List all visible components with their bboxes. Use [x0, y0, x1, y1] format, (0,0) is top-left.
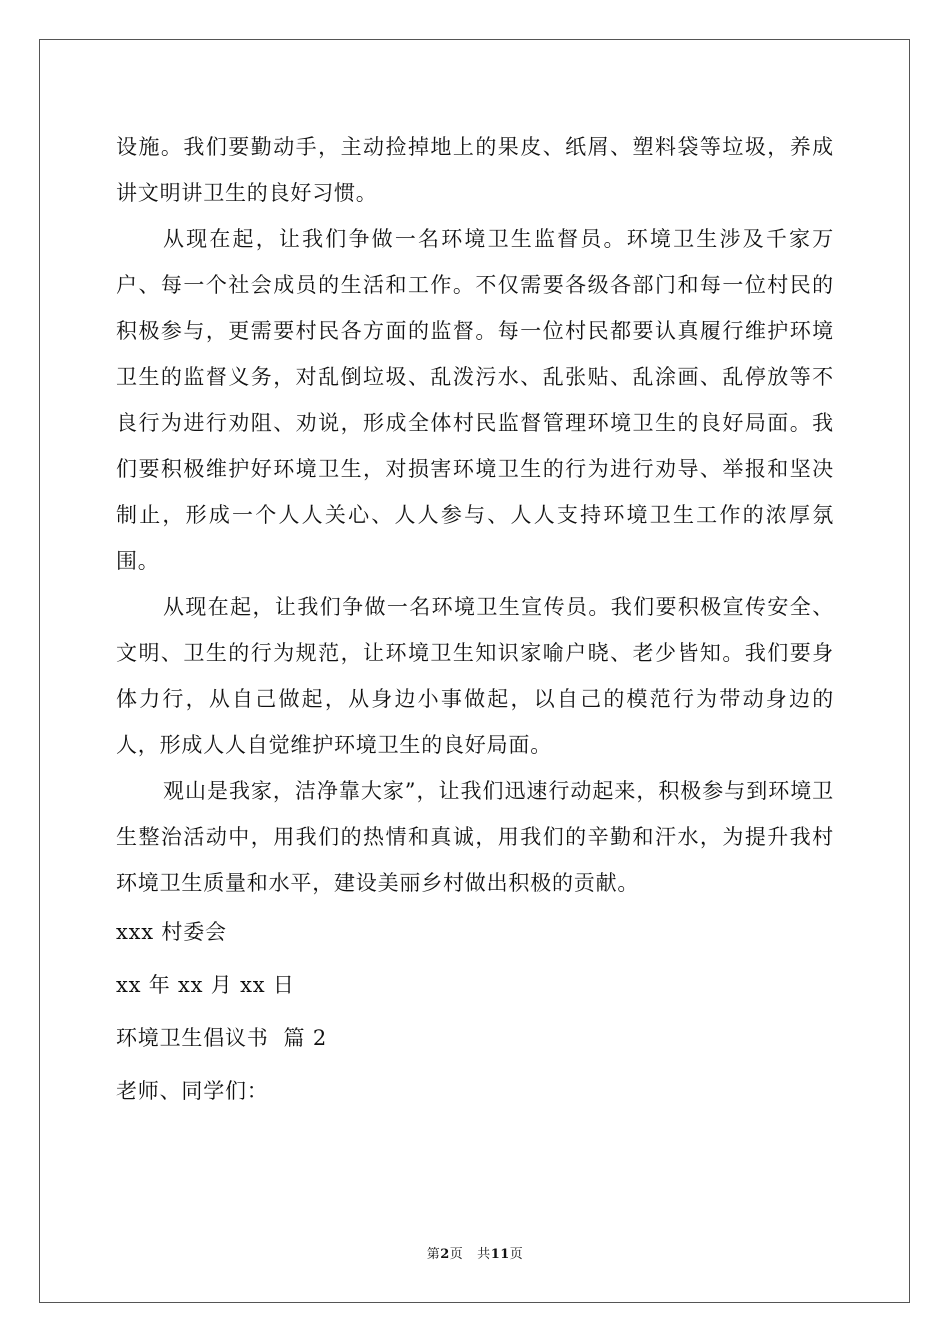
page-prefix: 第 [426, 1247, 441, 1262]
paragraph-call-to-action: 观山是我家，洁净靠大家”，让我们迅速行动起来，积极参与到环境卫生整治活动中，用我们的热情和真诚，用我们的辛勤和汗水，为提升我村环境卫生质量和水平，建设美丽乡村做出积极的贡献。 [116, 779, 834, 895]
date-line: xx 年 xx 月 xx 日 [116, 973, 295, 997]
page-footer [0, 1246, 950, 1264]
document-body [116, 124, 834, 1118]
total-pages: 11 [490, 1247, 510, 1262]
page-suffix: 页 [449, 1247, 464, 1262]
page-number: 2 [440, 1247, 450, 1262]
signature-line: xxx 村委会 [116, 920, 227, 944]
paragraph-continuation: 设施。我们要勤动手，主动捡掉地上的果皮、纸屑、塑料袋等垃圾，养成讲文明讲卫生的良好习惯。 [116, 135, 834, 205]
paragraph-promoter: 从现在起，让我们争做一名环境卫生宣传员。我们要积极宣传安全、文明、卫生的行为规范，让环境卫生知识家喻户晓、老少皆知。我们要身体力行，从自己做起，从身边小事做起，以自己的模范行为带动身边的人，形成人人自觉维护环境卫生的良好局面。 [116, 595, 834, 757]
salutation: 老师、同学们： [116, 1079, 269, 1103]
total-prefix: 共 [477, 1247, 491, 1262]
section-title: 环境卫生倡议书 篇 2 [116, 1026, 327, 1050]
total-suffix: 页 [509, 1247, 524, 1262]
paragraph-supervisor: 从现在起，让我们争做一名环境卫生监督员。环境卫生涉及千家万户、每一个社会成员的生活和工作。不仅需要各级各部门和每一位村民的积极参与，更需要村民各方面的监督。每一位村民都要认真履行维护环境卫生的监督义务，对乱倒垃圾、乱泼污水、乱张贴、乱涂画、乱停放等不良行为进行劝阻、劝说，形成全体村民监督管理环境卫生的良好局面。我们要积极维护好环境卫生，对损害环境卫生的行为进行劝导、举报和坚决制止，形成一个人人关心、人人参与、人人支持环境卫生工作的浓厚氛围。 [116, 227, 834, 573]
